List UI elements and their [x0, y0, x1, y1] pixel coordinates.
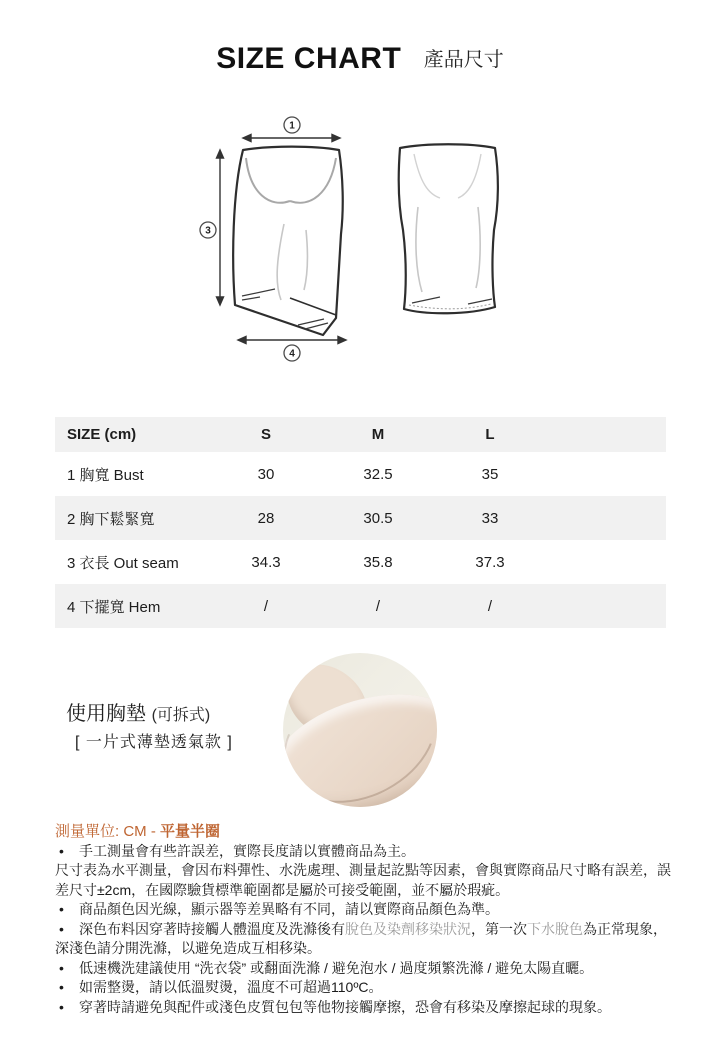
garment-front-drawing	[233, 147, 343, 335]
row-value-s: 34.3	[251, 553, 281, 571]
row-value-m: 30.5	[322, 496, 434, 540]
note-dye-muted-2: 下水脫色	[527, 920, 583, 937]
bullet-icon: •	[59, 979, 64, 995]
unit-prefix: 測量單位: CM -	[55, 823, 160, 840]
bra-pad-photo	[283, 653, 437, 807]
note-dark-fabric: • 深色布料因穿著時接觸人體溫度及洗滌後有脫色及染劑移染狀況，第一次下水脫色為正常現象，深淺色請分開洗滌，以避免造成互相移染。	[55, 920, 667, 956]
garment-diagram	[188, 112, 538, 372]
callout-1-label: 1	[289, 120, 295, 132]
callout-4-label: 4	[289, 348, 295, 360]
row-value-m: /	[322, 584, 434, 628]
pad-section-title	[66, 697, 210, 726]
table-row	[55, 584, 666, 628]
callout-1	[284, 117, 300, 133]
size-table	[55, 417, 666, 628]
row-value-s: /	[210, 584, 322, 628]
note-color-display: • 商品顏色因光線，顯示器等差異略有不同，請以實際商品顏色為準。	[55, 900, 672, 920]
notes-section	[55, 822, 672, 1017]
note-dye-muted-1: 脫色及染劑移染狀況	[345, 920, 471, 937]
row-value-m: 32.5	[363, 465, 393, 483]
note-friction: • 穿著時請避免與配件或淺色皮質包包等他物接觸摩擦，恐會有移染及摩擦起球的現象。	[55, 998, 672, 1018]
garment-back-drawing	[399, 144, 498, 313]
size-table-header-size: SIZE (cm)	[55, 417, 210, 452]
table-row	[55, 452, 666, 496]
measurement-unit-line	[55, 822, 672, 842]
row-value-s: 28	[210, 496, 322, 540]
row-value-m: 35.8	[363, 553, 393, 571]
bullet-icon: •	[59, 842, 64, 859]
bullet-icon: •	[59, 959, 64, 976]
note-tolerance: 尺寸表為水平測量，會因布料彈性、水洗處理、測量起訖點等因素，會與實際商品尺寸略有誤差，誤差尺寸±2cm，在國際驗貨標準範圍都是屬於可接受範圍，並不屬於瑕疵。	[55, 862, 671, 898]
row-label: 4 下擺寬 Hem	[55, 584, 210, 628]
row-label: 2 胸下鬆緊寬	[55, 496, 210, 540]
page-title-zh: 產品尺寸	[423, 49, 504, 71]
pad-section-subtitle: [ 一片式薄墊透氣款 ]	[75, 734, 233, 751]
table-row	[55, 540, 666, 584]
size-table-header-m: M	[322, 417, 434, 452]
size-table-header-s: S	[210, 417, 322, 452]
row-value-l: 37.3	[475, 553, 505, 571]
row-value-s: 30	[257, 465, 275, 483]
bullet-icon: •	[59, 998, 64, 1015]
note-washing: • 低速機洗建議使用 “洗衣袋” 或翻面洗滌 / 避免泡水 / 過度頻繁洗滌 / 避免太陽直曬。	[55, 959, 672, 979]
pad-title-note: (可拆式)	[151, 707, 211, 724]
size-table-header-l: L	[434, 417, 546, 452]
callout-3	[200, 222, 216, 238]
table-row	[55, 496, 666, 540]
callout-4	[284, 345, 300, 361]
note-handmade: • 手工測量會有些許誤差，實際長度請以實體商品為主。	[55, 842, 672, 862]
bullet-icon: •	[59, 901, 64, 917]
row-value-l: 35	[481, 465, 499, 483]
size-table-header-row	[55, 417, 666, 452]
bullet-icon: •	[59, 920, 64, 937]
callout-3-label: 3	[205, 225, 211, 237]
row-value-l: 33	[434, 496, 546, 540]
page-title-en: SIZE CHART	[216, 42, 402, 75]
unit-bold: 平量半圈	[160, 823, 221, 840]
note-ironing: • 如需整燙，請以低溫熨燙，溫度不可超過110ºC。	[55, 978, 672, 998]
row-label: 1 胸寬 Bust	[67, 466, 144, 484]
row-value-l: /	[434, 584, 546, 628]
pad-title-text: 使用胸墊	[66, 703, 146, 725]
page-title	[0, 42, 720, 76]
row-label: 3 衣長 Out seam	[67, 554, 179, 572]
